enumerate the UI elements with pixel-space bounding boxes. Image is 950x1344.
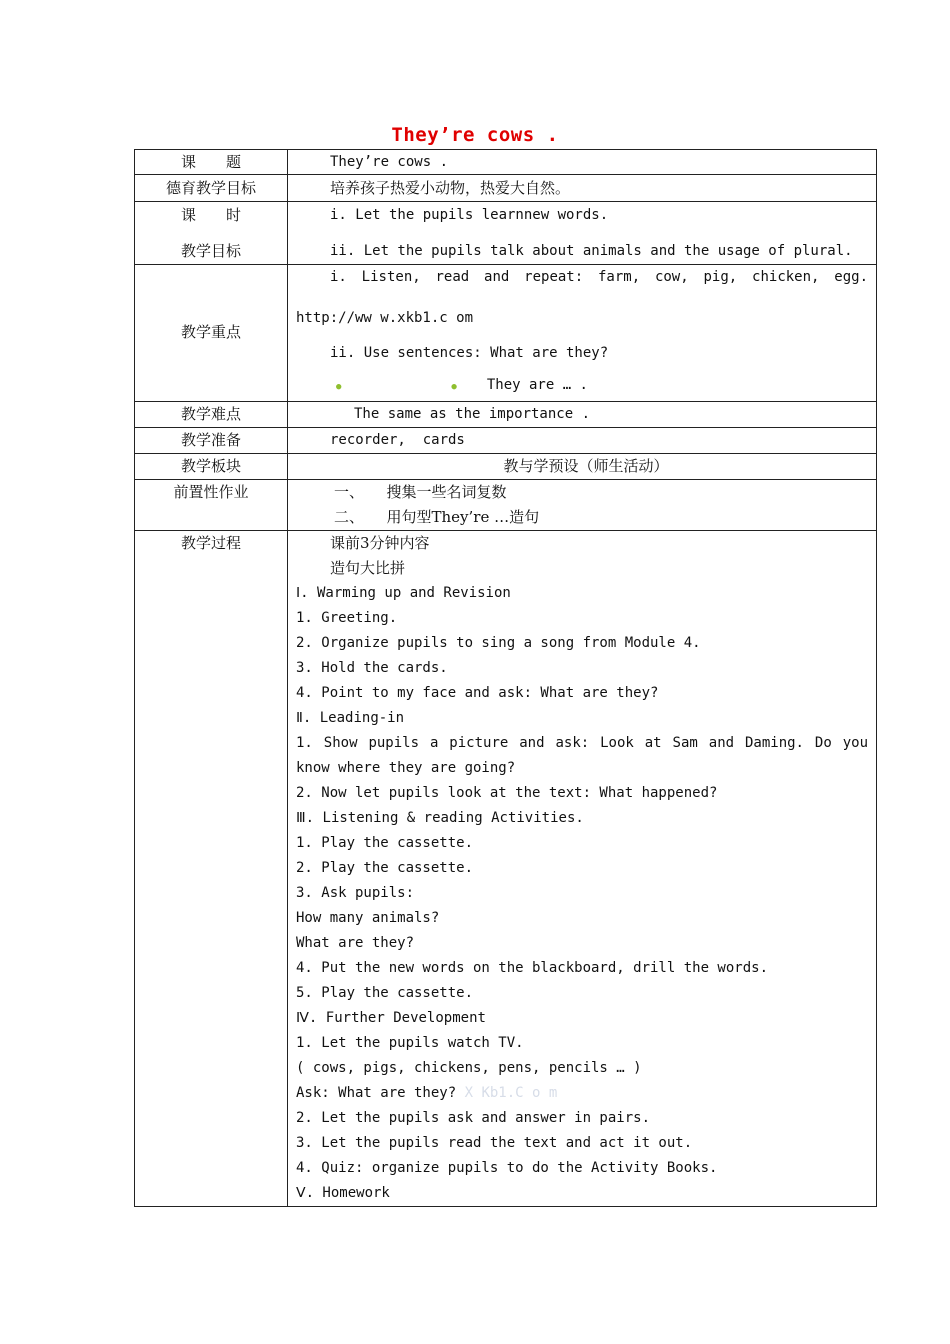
dot-marker: ●: [336, 382, 342, 392]
row-process: [135, 531, 877, 1207]
value-difficulty: [288, 402, 877, 428]
text-line: [296, 373, 868, 400]
text-line: 4. Point to my face and ask: What are they?: [296, 685, 659, 701]
text-line: i. Let the pupils learnnew words.: [330, 207, 609, 223]
label-preparation: [135, 428, 288, 454]
row-moral-goal: [135, 175, 877, 202]
row-label-text: [135, 228, 287, 238]
text-line: Ⅱ. Leading-in: [296, 710, 405, 726]
text-line: How many animals?: [296, 910, 440, 926]
text-line: 1. Show pupils a picture and ask: Look at Sam and Daming. Do you: [296, 735, 868, 751]
text-line: Ask: What are they? X Kb1.C o m: [296, 1085, 558, 1101]
value-key-points: [288, 265, 877, 402]
watermark-text: X Kb1.C o m: [464, 1085, 558, 1101]
value-preparation: [288, 428, 877, 454]
key-points-line-2: ii. Use sentences: What are they?: [330, 345, 609, 361]
label-key-points: [135, 265, 288, 402]
row-label-text: 教学准备: [180, 431, 241, 449]
row-label-text: 教学过程: [180, 534, 241, 552]
text-line: 课前3分钟内容: [330, 534, 430, 552]
value-blocks: [288, 454, 877, 480]
label-objectives: [135, 202, 288, 265]
row-label-text: 教学重点: [180, 323, 241, 341]
text-line: 造句大比拼: [330, 559, 406, 577]
row-difficulty: [135, 402, 877, 428]
row-preparation: [135, 428, 877, 454]
document-title: They’re cows .: [391, 124, 559, 146]
row-pre-homework: [135, 480, 877, 531]
row-blocks: [135, 454, 877, 480]
text-line: Ⅲ. Listening & reading Activities.: [296, 810, 584, 826]
text-line: 2. Now let pupils look at the text: What happened?: [296, 785, 718, 801]
row-label-text: 教学板块: [180, 457, 241, 475]
text-line: 4. Quiz: organize pupils to do the Activity Books.: [296, 1160, 718, 1176]
label-pre-homework: [135, 480, 288, 531]
row-objectives: [135, 202, 877, 265]
dot-marker: ●: [451, 382, 457, 392]
label-process: [135, 531, 288, 1207]
label-moral-goal: [135, 175, 288, 202]
text-line: 2. Play the cassette.: [296, 860, 474, 876]
value-moral-goal: [288, 175, 877, 202]
label-topic: [135, 150, 288, 175]
text-line: know where they are going?: [296, 760, 516, 776]
text-line: 一、 搜集一些名词复数: [334, 483, 507, 501]
row-label-text: 教学难点: [180, 405, 241, 423]
text-line: 1. Play the cassette.: [296, 835, 474, 851]
text-line: Ⅰ. Warming up and Revision: [296, 585, 511, 601]
row-label-text: 德育教学目标: [165, 179, 256, 197]
text-line: ii. Let the pupils talk about animals and the usage of plural.: [330, 243, 853, 259]
row-label-text: 课 时: [180, 206, 241, 224]
key-points-line-1: i. Listen, read and repeat: farm, cow, pig, chicken, egg.: [330, 269, 868, 285]
label-blocks: [135, 454, 288, 480]
text-line: 二、 用句型They’re …造句: [334, 508, 540, 526]
text-line: 5. Play the cassette.: [296, 985, 474, 1001]
row-label-text: 课 题: [180, 153, 241, 171]
text-line: [296, 290, 868, 306]
text-line: 4. Put the new words on the blackboard, drill the words.: [296, 960, 769, 976]
text-line: ( cows, pigs, chickens, pens, pencils … ): [296, 1060, 642, 1076]
text-line: [296, 366, 868, 373]
text-line: 1. Greeting.: [296, 610, 398, 626]
text-line: They’re cows .: [330, 154, 449, 170]
value-process: [288, 531, 877, 1207]
text-line: What are they?: [296, 935, 415, 951]
text-line: [296, 331, 868, 341]
value-objectives: [288, 202, 877, 265]
value-pre-homework: [288, 480, 877, 531]
label-difficulty: [135, 402, 288, 428]
lesson-plan-table: [134, 149, 877, 1207]
text-line: 培养孩子热爱小动物，热爱大自然。: [330, 179, 571, 197]
text-line: 教与学预设（师生活动）: [503, 457, 669, 475]
row-label-text: 前置性作业: [173, 483, 249, 501]
text-line: 1. Let the pupils watch TV.: [296, 1035, 524, 1051]
text-line: 2. Let the pupils ask and answer in pairs.: [296, 1110, 651, 1126]
row-topic: [135, 150, 877, 175]
row-label-text: 教学目标: [180, 242, 241, 260]
text-line: 2. Organize pupils to sing a song from Module 4.: [296, 635, 701, 651]
text-line: [296, 228, 876, 238]
text-line: Ⅴ. Homework: [296, 1185, 390, 1201]
value-topic: [288, 150, 877, 175]
text-line: 3. Let the pupils read the text and act it out.: [296, 1135, 693, 1151]
text-line: recorder, cards: [330, 432, 465, 448]
key-points-url: http://ww w.xkb1.c om: [296, 310, 474, 326]
text-line: The same as the importance .: [354, 406, 591, 422]
row-key-points: [135, 265, 877, 402]
key-points-line-3: They are … .: [486, 377, 588, 393]
text-line: 3. Hold the cards.: [296, 660, 448, 676]
text-line: Ⅳ. Further Development: [296, 1010, 486, 1026]
text-line: 3. Ask pupils:: [296, 885, 415, 901]
